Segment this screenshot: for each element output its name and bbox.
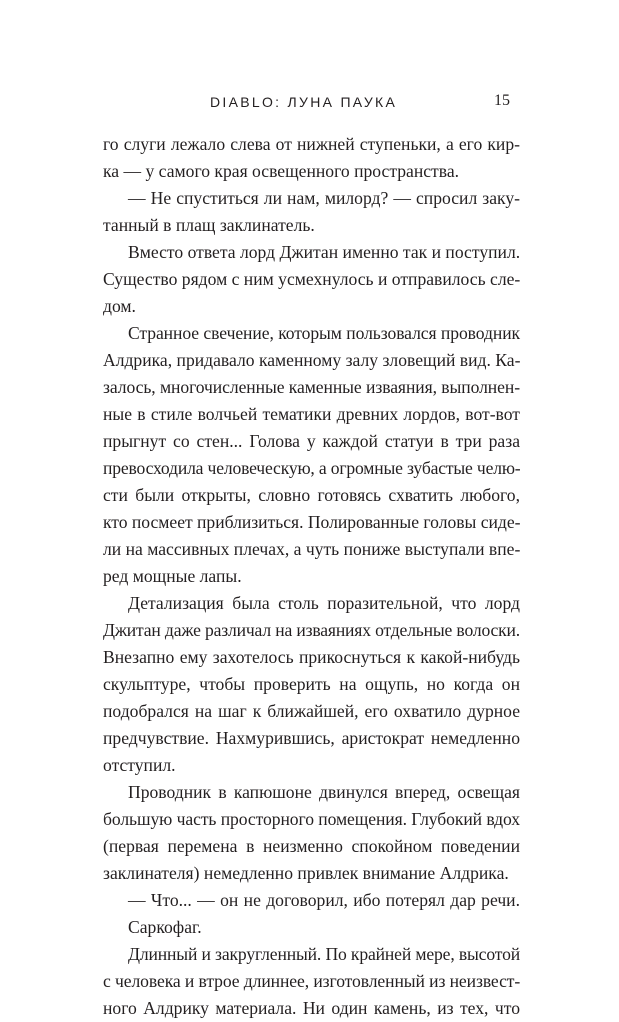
text-line: ка — у самого края освещенного пространства. <box>103 161 460 181</box>
text-line: отступил. <box>103 755 176 775</box>
text-line: (первая перемена в неизменно спокойном поведении <box>103 836 520 856</box>
text-line: скульптуре, чтобы проверить на ощупь, но когда он <box>103 674 520 694</box>
text-line: подобрался на шаг к ближайшей, его охватило дурное <box>103 701 520 721</box>
text-line: дом. <box>103 296 136 316</box>
body-text <box>103 131 520 1022</box>
text-line: танный в плащ заклинатель. <box>103 215 315 235</box>
text-line: Странное свечение, которым пользовался проводник <box>128 323 520 343</box>
text-line: ред мощные лапы. <box>103 566 242 586</box>
text-line: — Что... — он не договорил, ибо потерял дар речи. <box>128 890 520 910</box>
text-line: Внезапно ему захотелось прикоснуться к какой-нибудь <box>103 647 520 667</box>
page-number: 15 <box>494 92 510 109</box>
text-line: Существо рядом с ним усмехнулось и отправилось сле- <box>103 269 521 289</box>
text-line: большую часть просторного помещения. Глубокий вдох <box>103 809 520 829</box>
text-line: го слуги лежало слева от нижней ступеньки, а его кир- <box>103 134 520 154</box>
text-line: с человека и втрое длиннее, изготовленный из неизвест- <box>103 971 521 991</box>
text-line: Алдрика, придавало каменному залу зловещий вид. Ка- <box>103 350 521 370</box>
text-line: ного Алдрику материала. Ни один камень, из тех, что <box>103 998 520 1018</box>
text-line: ные в стиле волчьей тематики древних лордов, вот-вот <box>103 404 520 424</box>
text-line: Джитан даже различал на изваяниях отдельные волоски. <box>103 620 520 640</box>
text-line: залось, многочисленные каменные изваяния, выполнен- <box>103 377 520 397</box>
text-line: прыгнут со стен... Голова у каждой статуи в три раза <box>103 431 520 451</box>
text-line: ли на массивных плечах, а чуть пониже выступали впе- <box>103 539 521 559</box>
text-line: сти были открыты, словно готовясь схватить любого, <box>103 485 520 505</box>
text-line: Длинный и закругленный. По крайней мере, высотой <box>128 944 520 964</box>
text-line: — Не спуститься ли нам, милорд? — спросил заку- <box>128 188 520 208</box>
text-line: заклинателя) немедленно привлек внимание Алдрика. <box>103 863 509 883</box>
running-head: DIABLO: ЛУНА ПАУКА <box>210 94 398 110</box>
text-line: кто посмеет приблизиться. Полированные головы сиде- <box>103 512 521 532</box>
text-line: предчувствие. Нахмурившись, аристократ немедленно <box>103 728 520 748</box>
text-line: превосходила человеческую, а огромные зубастые челю- <box>103 458 521 478</box>
text-line: Саркофаг. <box>128 917 202 937</box>
text-line: Проводник в капюшоне двинулся вперед, освещая <box>128 782 520 802</box>
text-line: Детализация была столь поразительной, что лорд <box>128 593 520 613</box>
text-line: Вместо ответа лорд Джитан именно так и поступил. <box>128 242 521 262</box>
